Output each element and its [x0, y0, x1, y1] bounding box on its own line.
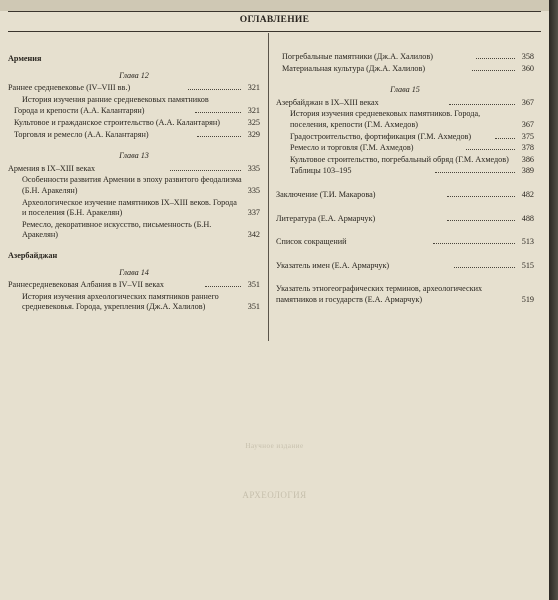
toc-entry-title: История изучения археологических памятников раннего средневековья. Города, укрепления (Дж.А. Халилов) — [22, 291, 219, 312]
toc-entry-page: 488 — [521, 213, 535, 223]
toc-entry-page: 337 — [247, 208, 260, 218]
toc-entry-title: Указатель имен (Е.А. Армарчук) — [276, 260, 390, 270]
toc-entry[interactable] — [276, 214, 534, 225]
faint-imprint-line: Научное издание — [245, 442, 304, 450]
toc-entry[interactable] — [8, 292, 260, 313]
toc-entry[interactable] — [8, 280, 260, 291]
toc-entry[interactable] — [8, 106, 260, 117]
toc-entry-title: Армения в IX–XIII веках — [8, 163, 96, 173]
toc-entry-title: Заключение (Т.И. Макарова) — [276, 189, 376, 199]
toc-entry-title: История изучения средневековых памятников. Города, поселения, крепости (Г.М. Ахмедов) — [290, 109, 481, 129]
column-divider — [268, 33, 269, 341]
toc-entry[interactable] — [8, 220, 260, 241]
header-rule — [8, 11, 541, 12]
toc-entry-page: 367 — [521, 119, 534, 129]
toc-entry-page: 358 — [521, 52, 534, 61]
toc-entry[interactable] — [276, 284, 534, 305]
toc-entry-title: Список сокращений — [276, 237, 347, 247]
toc-entry[interactable] — [276, 261, 534, 272]
toc-entry[interactable] — [8, 175, 260, 196]
page-top-band — [0, 0, 549, 11]
toc-entry-title: История изучения ранние средневековых памятников — [22, 94, 209, 104]
toc-entry[interactable] — [8, 164, 260, 175]
toc-entry-title: Раннее средневековье (IV–VIII вв.) — [8, 83, 131, 93]
toc-entry[interactable] — [8, 95, 260, 106]
toc-entry-title: Торговля и ремесло (А.А. Калантарян) — [14, 129, 149, 139]
toc-entry-page: 482 — [521, 189, 534, 199]
chapter-15-heading: Глава 15 — [390, 85, 420, 95]
toc-entry-page: 325 — [247, 117, 260, 127]
toc-entry-title: Материальная культура (Дж.А. Халилов) — [282, 63, 426, 73]
toc-entry-page: 519 — [521, 294, 534, 304]
toc-entry[interactable] — [276, 190, 534, 201]
right-column — [276, 40, 534, 307]
toc-entry-page: 389 — [521, 166, 535, 176]
page-title: ОГЛАВЛЕНИЕ — [239, 15, 310, 25]
toc-entry-page: 386 — [521, 154, 534, 164]
toc-entry-page: 351 — [247, 280, 261, 290]
toc-entry[interactable] — [276, 237, 534, 248]
toc-entry-page: 335 — [247, 163, 260, 173]
toc-entry[interactable] — [276, 155, 534, 166]
toc-entry-title: Ремесло и торговля (Г.М. Ахмедов) — [290, 143, 414, 153]
toc-entry-page: 367 — [521, 97, 535, 107]
toc-entry-title: Литература (Е.А. Армарчук) — [276, 213, 376, 223]
toc-entry[interactable] — [276, 143, 534, 154]
toc-entry[interactable] — [8, 130, 260, 141]
chapter-14-heading: Глава 14 — [119, 267, 149, 277]
left-column — [8, 40, 260, 314]
toc-entry-page: 335 — [247, 185, 260, 195]
toc-entry-title: Таблицы 103–195 — [290, 166, 352, 176]
toc-entry-page: 513 — [521, 237, 534, 247]
toc-entry-page: 360 — [521, 63, 535, 73]
toc-entry-title: Особенности развития Армении в эпоху развитого феодализма (Б.Н. Аракелян) — [22, 175, 242, 195]
toc-entry-title: Культовое строительство, погребальный обряд (Г.М. Ахмедов) — [290, 154, 509, 164]
header-rule-bottom — [8, 31, 541, 32]
toc-entry[interactable] — [8, 118, 260, 129]
toc-entry[interactable] — [276, 109, 534, 130]
toc-entry-page: 515 — [521, 260, 534, 270]
faint-imprint-title: АРХЕОЛОГИЯ — [242, 490, 307, 500]
toc-entry-title: Города и крепости (А.А. Калантарян) — [14, 106, 145, 116]
toc-entry[interactable] — [276, 166, 534, 177]
toc-entry[interactable] — [276, 98, 534, 109]
chapter-13-heading: Глава 13 — [119, 151, 149, 161]
toc-entry-page: 321 — [247, 83, 261, 93]
toc-entry[interactable] — [276, 52, 534, 63]
book-edge — [549, 0, 558, 600]
toc-entry-page: 375 — [521, 131, 534, 141]
toc-entry-page: 321 — [247, 106, 260, 116]
toc-entry[interactable] — [276, 64, 534, 75]
section-azerbaijan: Азербайджан — [8, 250, 58, 260]
toc-entry-title: Градостроительство, фортификация (Г.М. Ахмедов) — [290, 131, 472, 141]
toc-entry-title: Раннесредневековая Албания в IV–VII веках — [8, 280, 165, 290]
toc-entry-title: Культовое и гражданское строительство (А.А. Калантарян) — [14, 117, 220, 127]
toc-entry-title: Ремесло, декоративное искусство, письменность (Б.Н. Аракелян) — [22, 219, 212, 240]
toc-entry-page: 378 — [521, 143, 535, 153]
toc-entry-title: Археологическое изучение памятников IX–XIII веков. Города и поселения (Б.Н. Аракелян) — [22, 197, 237, 218]
toc-entry-page: 329 — [247, 129, 260, 139]
toc-entry-page: 351 — [247, 302, 260, 312]
toc-entry[interactable] — [8, 198, 260, 219]
section-armenia: Армения — [8, 54, 42, 63]
toc-entry-page: 342 — [247, 230, 260, 240]
toc-entry[interactable] — [276, 132, 534, 143]
toc-entry-title: Указатель этногеографических терминов, археологических памятников и государств (Е.А. Армарчук) — [276, 284, 483, 304]
toc-entry[interactable] — [8, 83, 260, 94]
toc-entry-title: Азербайджан в IX–XIII веках — [276, 97, 379, 107]
chapter-12-heading: Глава 12 — [119, 70, 149, 80]
toc-entry-title: Погребальные памятники (Дж.А. Халилов) — [282, 52, 433, 61]
